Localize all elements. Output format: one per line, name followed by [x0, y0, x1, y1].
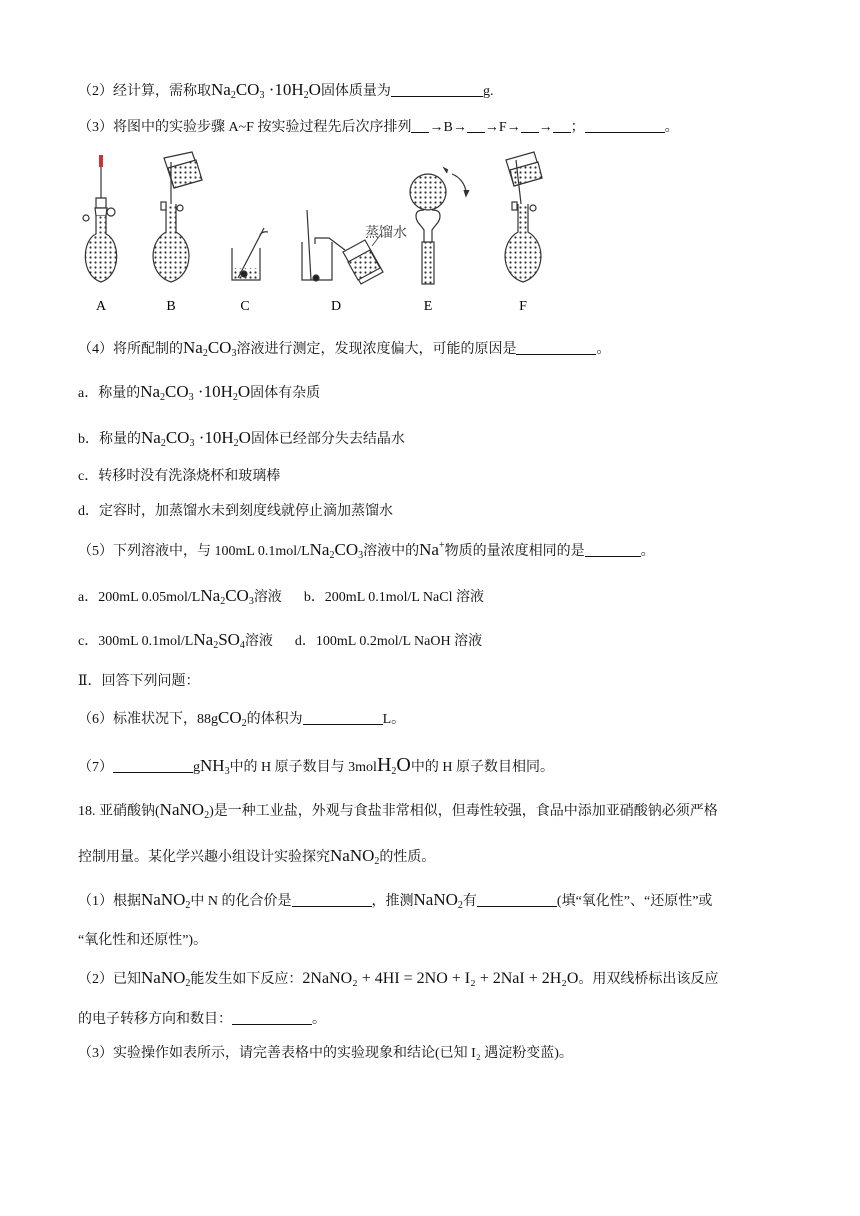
step-a-flask-dropper — [83, 155, 117, 282]
label-e: E — [423, 299, 433, 314]
step-f-pouring — [505, 152, 542, 282]
formula-nano2: NaNO$_2$ — [413, 890, 463, 911]
option-a: a．称量的$Na_2CO_3 \cdot 10H_2O$固体有杂质 — [78, 382, 321, 403]
formula-nano2: NaNO$_2$ — [141, 968, 191, 989]
answer-blank[interactable] — [411, 118, 429, 133]
q6-line: （6）标准状况下，88gCO$_2$的体积为 L。 — [78, 708, 406, 729]
q18-3-line: （3）实验操作如表所示，请完善表格中的实验现象和结论(已知 I₂ 遇淀粉变蓝)。 — [78, 1046, 573, 1061]
formula-h2o: $H_2O$ — [376, 754, 411, 777]
reaction-equation: 2NaNO₂ + 4HI = 2NO + I₂ + 2NaI + 2H₂O — [302, 970, 579, 987]
formula-nano2: NaNO$_2$ — [159, 800, 210, 821]
formula-na2co3: $Na_2CO_3$ — [309, 540, 364, 561]
formula-na2so4: $Na_2SO_4$ — [193, 630, 245, 651]
answer-blank[interactable] — [516, 340, 596, 355]
option-d: d．定容时，加蒸馏水未到刻度线就停止滴加蒸馏水 — [78, 504, 393, 519]
answer-blank[interactable] — [585, 542, 641, 557]
answer-blank[interactable] — [303, 710, 383, 725]
q18-line2: 控制用量。某化学兴趣小组设计实验探究NaNO$_2$的性质。 — [78, 846, 436, 867]
distilled-water-label: 蒸馏水 — [365, 226, 407, 241]
label-c: C — [240, 299, 250, 314]
option-b: b．称量的$Na_2CO_3 \cdot 10H_2O$固体已经部分失去结晶水 — [78, 428, 405, 449]
answer-blank[interactable] — [467, 118, 485, 133]
label-b: B — [166, 299, 176, 314]
formula-na2co3: $Na_2CO_3$ — [183, 338, 237, 359]
formula-co2: $CO_2$ — [218, 708, 247, 729]
part-ii-heading: Ⅱ．回答下列问题： — [78, 674, 200, 689]
label-d: D — [330, 299, 342, 314]
option-c: c．转移时没有洗涤烧杯和玻璃棒 — [78, 469, 281, 484]
step-b-pouring — [153, 152, 202, 282]
step-c-stirring — [232, 228, 268, 280]
label-f: F — [519, 299, 527, 314]
q18-2-line2: 的电子转移方向和数目： 。 — [78, 1012, 326, 1027]
formula-na2co3: $Na_2CO_3$ — [200, 586, 254, 607]
formula-nano2: NaNO$_2$ — [330, 846, 380, 867]
q7-line: （7） gNH$_3$中的 H 原子数目与 3molH$_2$O中的 H 原子数目相同。 — [78, 754, 554, 777]
q5-line: （5）下列溶液中，与 100mL $0.1mol/LNa_2CO_3$溶液中的Na+物质的量浓度相同的是 。 — [78, 540, 655, 561]
q5-options-ab: a．200mL $0.05mol/LNa_2CO_3$溶液 b．200mL 0.1mol/L NaCl 溶液 — [78, 586, 484, 607]
q18-1-line2: “氧化性和还原性”)。 — [78, 933, 208, 948]
q4-line: （4）将所配制的$Na_2CO_3$溶液进行测定，发现浓度偏大，可能的原因是 。 — [78, 338, 611, 359]
step-e-inverting — [410, 168, 469, 284]
experiment-steps-figure — [78, 150, 558, 320]
q3-line: （3）将图中的实验步骤 A~F 按实验过程先后次序排列 →B→ →F→ → ； 。 — [78, 120, 679, 135]
answer-blank[interactable] — [553, 118, 571, 133]
step-d-wash-bottle — [302, 210, 383, 284]
q18-line1: 18. 亚硝酸钠(NaNO$_2$)是一种工业盐，外观与食盐非常相似，但毒性较强，食品中添加亚硝酸钠必须严格 — [78, 800, 718, 821]
answer-blank[interactable] — [477, 892, 557, 907]
q18-1-line1: （1）根据NaNO$_2$中 N 的化合价是 ，推测NaNO$_2$有 (填“氧化性”、“还原性”或 — [78, 890, 713, 911]
answer-blank[interactable] — [292, 892, 372, 907]
answer-blank[interactable] — [232, 1010, 312, 1025]
formula-na2co3-10h2o: $Na_2CO_3 \cdot 10H_2O$ — [211, 80, 321, 101]
formula-na2co3-10h2o: $Na_2CO_3 \cdot 10H_2O$ — [140, 382, 251, 403]
answer-blank[interactable] — [585, 118, 665, 133]
ion-na-plus: Na+ — [419, 540, 445, 559]
label-a: A — [95, 299, 107, 314]
figure-labels — [96, 299, 527, 314]
formula-nano2: NaNO$_2$ — [141, 890, 191, 911]
answer-blank[interactable] — [521, 118, 539, 133]
formula-nh3: $NH_3$ — [200, 756, 230, 777]
answer-blank[interactable] — [113, 758, 193, 773]
answer-blank[interactable] — [391, 82, 483, 97]
q18-2-line1: （2）已知NaNO$_2$能发生如下反应：2NaNO₂ + 4HI = 2NO + I₂ + 2NaI + 2H₂O。用双线桥标出该反应 — [78, 968, 719, 989]
q5-options-cd: c．300mL $0.1mol/LNa_2SO_4$溶液 d．100mL 0.2mol/L NaOH 溶液 — [78, 630, 483, 651]
q2-line: （2）经计算，需称取$Na_2CO_3 \cdot 10H_2O$固体质量为 g. — [78, 80, 494, 101]
formula-na2co3-10h2o: $Na_2CO_3 \cdot 10H_2O$ — [141, 428, 251, 449]
